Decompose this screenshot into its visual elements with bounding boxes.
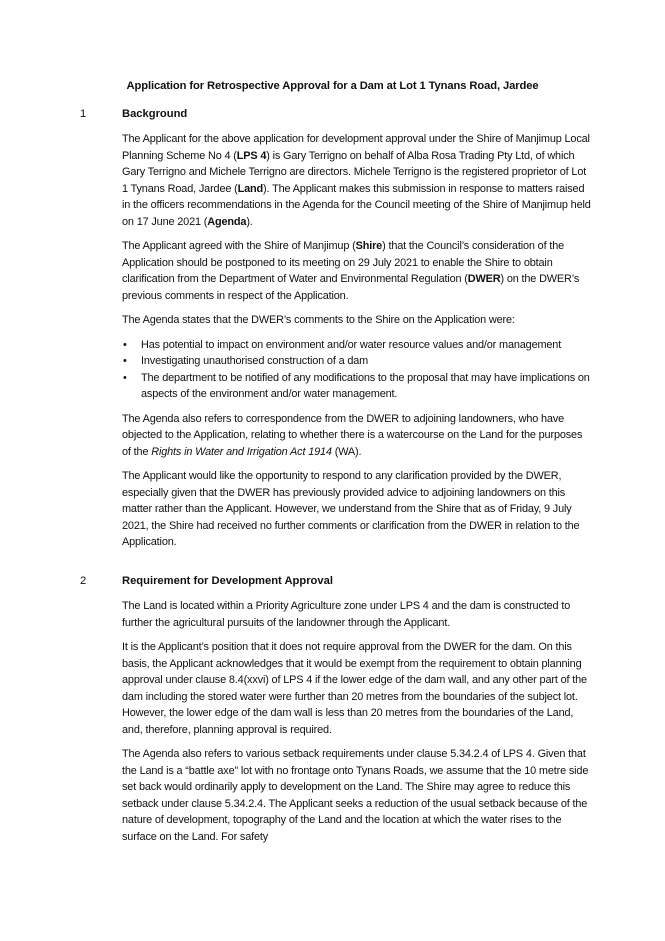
list-item: • Has potential to impact on environment and/or water resource values and/or management xyxy=(122,337,592,354)
paragraph: The Land is located within a Priority Agriculture zone under LPS 4 and the dam is constructed to further the agricultural pursuits of the landowner through the Applicant. xyxy=(122,600,571,629)
list-item: • The department to be notified of any modifications to the proposal that may have implications on aspects of the environment and/or water management. xyxy=(123,371,590,400)
act-title: Rights in Water and Irrigation Act 1914 xyxy=(151,445,332,458)
paragraph: The Applicant agreed with the Shire of Manjimup (Shire) that the Council’s consideration of the Application should be postponed to its meeting on 29 July 2021 to enable the Shire to obtain clarification from the Department of Water and Environmental Regulation (DWER) on the DWER’s previous comments in respect of the Application. xyxy=(122,240,580,302)
section-title: Requirement for Development Approval xyxy=(122,575,333,587)
bullet-icon: • xyxy=(123,371,127,384)
section-title: Background xyxy=(122,108,188,120)
paragraph: The Applicant for the above application for development approval under the Shire of Manjimup Local Planning Scheme No 4 (LPS 4) is Gary Terrigno on behalf of Alba Rosa Trading Pty Ltd, of which Gary Terrigno and Michele Terrigno are directors. Michele Terrigno is the registered proprietor of Lot 1 Tynans Road, Jardee (Land). The Applicant makes this submission in response to matters raised in the officers recommendations in the Agenda for the Council meeting of the Shire of Manjimup held on 17 June 2021 (Agenda). xyxy=(122,133,591,228)
list-item: • Investigating unauthorised construction of a dam xyxy=(122,353,592,370)
paragraph: It is the Applicant’s position that it does not require approval from the DWER for the dam. On this basis, the Applicant acknowledges that it would be exempt from the requirement to obtain planning approval under clause 8.4(xxvi) of LPS 4 if the lower edge of the dam wall, and any other part of the dam including the stored water were further than 20 metres from the boundaries of the subject lot. However, the lower edge of the dam wall is less than 20 metres from the boundaries of the Land, and, therefore, planning approval is required. xyxy=(122,641,587,736)
paragraph: The Agenda also refers to correspondence from the DWER to adjoining landowners, who have objected to the Application, relating to whether there is a watercourse on the Land for the purposes of the Rights in Water and Irrigation Act 1914 (WA). xyxy=(122,412,583,458)
paragraph: The Agenda states that the DWER’s comments to the Shire on the Application were: xyxy=(122,314,515,326)
section-2-body xyxy=(122,598,592,853)
paragraph: The Applicant would like the opportunity to respond to any clarification provided by the DWER, especially given that the DWER has previously provided advice to adjoining landowners on this matter rather than the Applicant. However, we understand from the Shire that as of Friday, 9 July 2021, the Shire had received no further comments or clarification from the DWER in relation to the Application. xyxy=(122,470,580,548)
bullet-icon: • xyxy=(123,355,127,367)
section-heading-background xyxy=(80,108,187,120)
section-1-body xyxy=(122,131,592,559)
document-title: Application for Retrospective Approval for a Dam at Lot 1 Tynans Road, Jardee xyxy=(126,80,539,92)
paragraph: The Agenda also refers to various setback requirements under clause 5.34.2.4 of LPS 4. Given that the Land is a “battle axe” lot with no frontage onto Tynans Roads, we assume that the 10 metre side set back would ordinarily apply to development on the Land. The Shire may agree to reduce this setback under clause 5.34.2.4. The Applicant seeks a reduction of the usual setback because of the nature of development, topography of the Land and the location at which the water rises to the surface on the Land. For safety xyxy=(122,748,589,843)
bullet-icon: • xyxy=(123,338,127,351)
section-number: 1 xyxy=(80,108,87,120)
section-heading-requirement xyxy=(80,575,333,587)
section-number: 2 xyxy=(80,575,87,587)
dwer-comments-list xyxy=(122,337,592,403)
